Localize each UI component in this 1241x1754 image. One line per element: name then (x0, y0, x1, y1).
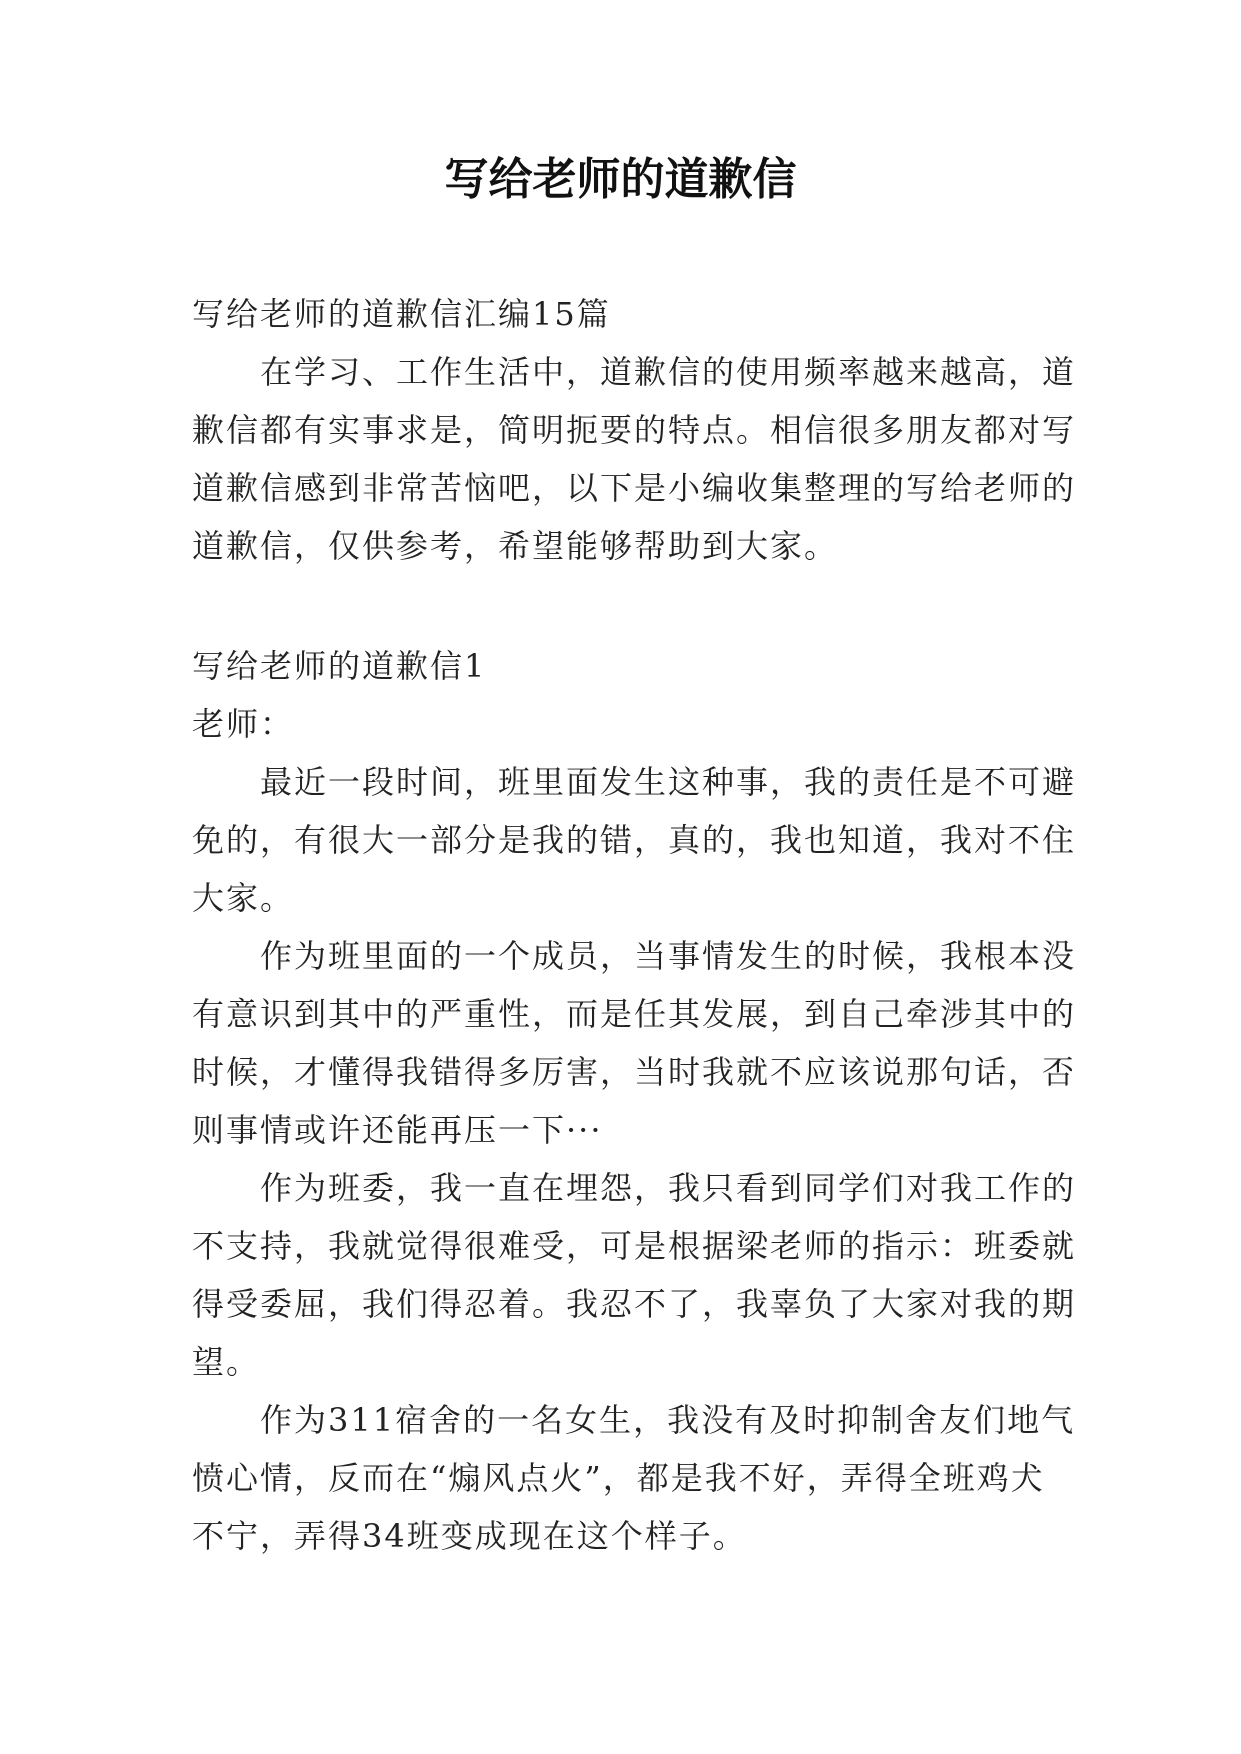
paragraph-1 (192, 753, 1077, 927)
paragraph-line: 道歉信感到非常苦恼吧，以下是小编收集整理的写给老师的 (192, 469, 1077, 507)
paragraph-line: 有意识到其中的严重性，而是任其发展，到自己牵涉其中的 (192, 995, 1077, 1033)
paragraph-line: 不支持，我就觉得很难受，可是根据梁老师的指示：班委就 (192, 1227, 1077, 1265)
paragraph-line: 免的，有很大一部分是我的错，真的，我也知道，我对不住 (192, 821, 1077, 859)
paragraph-line: 望。 (192, 1343, 261, 1381)
document-title: 写给老师的道歉信 (444, 154, 797, 205)
salutation: 老师： (192, 705, 295, 743)
paragraph-line: 作为班委，我一直在埋怨，我只看到同学们对我工作的 (260, 1169, 1077, 1207)
paragraph-line: 不宁，弄得34班变成现在这个样子。 (192, 1517, 747, 1555)
paragraph-line: 大家。 (192, 879, 295, 917)
paragraph-line: 愤心情，反而在“煽风点火”，都是我不好，弄得全班鸡犬 (192, 1459, 1045, 1497)
document-subtitle: 写给老师的道歉信汇编15篇 (192, 295, 611, 333)
paragraph-line: 时候，才懂得我错得多厉害，当时我就不应该说那句话，否 (192, 1053, 1077, 1091)
paragraph-3 (192, 1159, 1077, 1391)
paragraph-line: 道歉信，仅供参考，希望能够帮助到大家。 (192, 527, 839, 565)
section-spacer (192, 575, 1056, 637)
paragraph-line: 歉信都有实事求是，简明扼要的特点。相信很多朋友都对写 (192, 411, 1077, 449)
paragraph-line: 则事情或许还能再压一下··· (192, 1111, 603, 1149)
paragraph-line: 作为311宿舍的一名女生，我没有及时抑制舍友们地气 (260, 1401, 1076, 1439)
paragraph-line: 在学习、工作生活中，道歉信的使用频率越来越高，道 (260, 353, 1077, 391)
paragraph-line: 得受委屈，我们得忍着。我忍不了，我辜负了大家对我的期 (192, 1285, 1077, 1323)
paragraph-line: 最近一段时间，班里面发生这种事，我的责任是不可避 (260, 763, 1077, 801)
paragraph-4 (192, 1391, 1076, 1565)
document-body (192, 285, 1077, 1565)
paragraph-line: 作为班里面的一个成员，当事情发生的时候，我根本没 (260, 937, 1077, 975)
paragraph-2 (192, 927, 1077, 1159)
section-heading: 写给老师的道歉信1 (192, 647, 487, 685)
intro-paragraph (192, 343, 1077, 575)
